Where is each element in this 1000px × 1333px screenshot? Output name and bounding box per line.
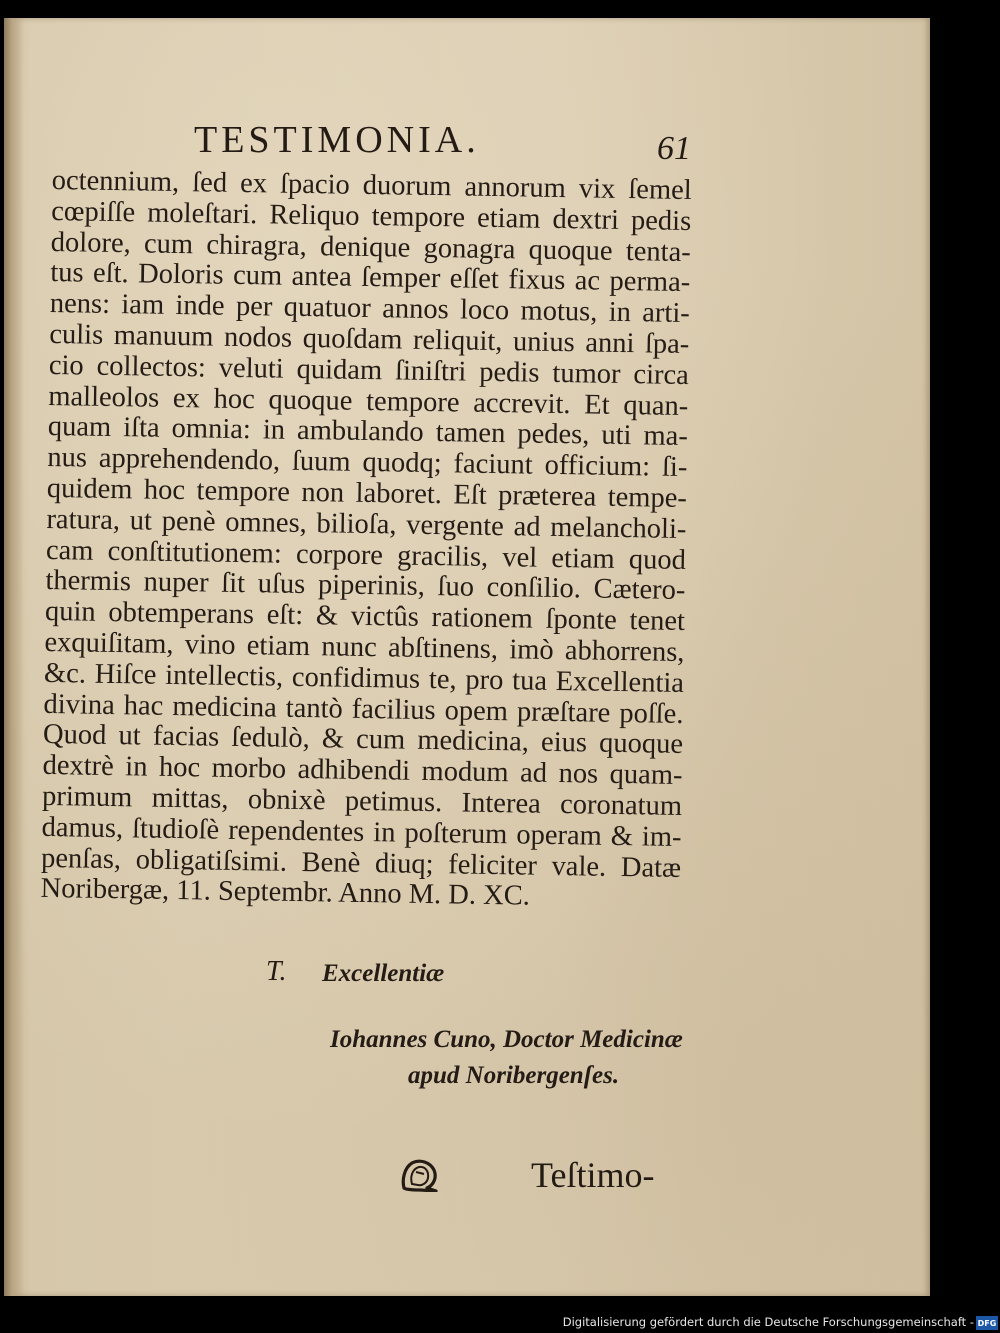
- text-line: divina hac medicina tantò facilius opem præſtare poſſe.: [43, 688, 684, 730]
- text-line: quin obtemperans eſt: & victûs rationem ſponte tenet: [44, 596, 686, 638]
- text-line: culis manuum nodos quoſdam reliquit, unius anni ſpa-: [49, 318, 690, 361]
- text-line: tus eſt. Doloris cum antea ſemper eſſet fixus ac perma-: [50, 257, 691, 299]
- dfg-logo: DFG: [976, 1316, 998, 1330]
- book-page: [4, 18, 930, 1296]
- text-line: nens: iam inde per quatuor annos loco motus, in arti-: [49, 288, 691, 330]
- running-head: TESTIMONIA.: [194, 119, 480, 161]
- text-line: dextrè in hoc morbo adhibendi modum ad nos quam-: [42, 750, 683, 792]
- text-line: dolore, cum chiragra, denique gonagra quoque tenta-: [50, 226, 691, 268]
- text-line: &c. Hiſce intellectis, confidimus te, pro tua Excellentia: [43, 657, 685, 699]
- text-line: damus, ſtudioſè rependentes in poſterum operam & im-: [41, 811, 682, 853]
- text-line: octennium, ſed ex ſpacio duorum annorum vix ſemel: [51, 165, 692, 207]
- text-line: primum mittas, obnixè petimus. Interea coronatum: [41, 780, 683, 822]
- body-text: [40, 166, 692, 915]
- page-number: 61: [657, 130, 691, 167]
- text-line: exquiſitam, vino etiam nunc abſtinens, imò abhorrens,: [44, 626, 685, 668]
- text-line: ratura, ut penè omnes, bilioſa, vergente ad melancholi-: [46, 503, 687, 545]
- digitization-credit: Digitalisierung gefördert durch die Deutsche Forschungsgemeinschaft -: [562, 1315, 974, 1329]
- text-line: quam iſta omnia: in ambulando tamen pedes, uti ma-: [47, 411, 689, 453]
- text-line: thermis nuper ſit uſus piperinis, ſuo conſilio. Cætero-: [45, 565, 686, 607]
- text-line: malleolos ex hoc quoque tempore accrevit. Et quan-: [48, 380, 689, 422]
- author-signature-name: Iohannes Cuno, Doctor Medicinæ: [330, 1026, 683, 1053]
- text-line: cio collectos: veluti quidam ſiniſtri pedis tumor circa: [48, 349, 690, 391]
- text-line: nus apprehendendo, ſuum quodq; faciunt officium: ſi-: [47, 442, 688, 484]
- text-line: cœpiſſe moleſtari. Reliquo tempore etiam dextri pedis: [51, 195, 692, 237]
- author-signature-place: apud Noribergenſes.: [408, 1062, 620, 1089]
- gathering-signature-mark: [400, 1158, 440, 1192]
- text-line: quidem hoc tempore non laboret. Eſt præterea tempe-: [46, 472, 688, 514]
- text-line: penſas, obligatiſsimi. Benè diuq; feliciter vale. Datæ: [40, 842, 682, 884]
- page-gutter-shadow: [4, 18, 24, 1296]
- text-line: Quod ut facias ſedulò, & cum medicina, eius quoque: [42, 719, 684, 761]
- closing-excellentiae: Excellentiæ: [322, 960, 445, 987]
- closing-abbreviation: T.: [266, 956, 287, 987]
- text-line-date: Noribergæ, 11. Septembr. Anno M. D. XC.: [40, 873, 531, 912]
- catchword: Teſtimo-: [531, 1155, 655, 1195]
- text-line: cam conſtitutionem: corpore gracilis, vel etiam quod: [45, 534, 687, 576]
